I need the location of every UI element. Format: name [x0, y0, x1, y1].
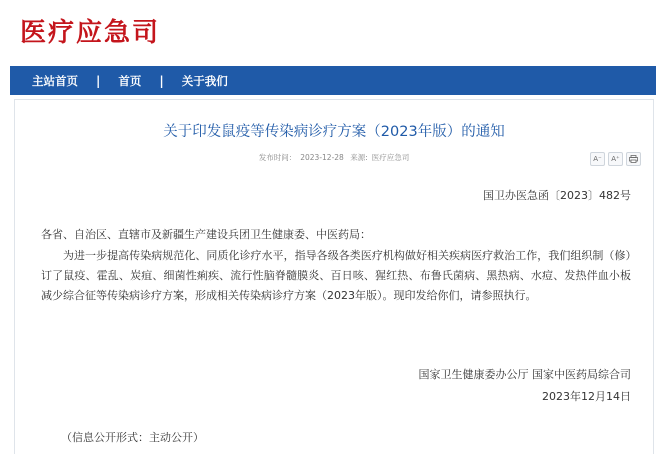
- nav-separator: |: [96, 73, 101, 88]
- document-number: 国卫办医急函〔2023〕482号: [483, 189, 631, 202]
- signature: 国家卫生健康委办公厅 国家中医药局综合司: [418, 368, 631, 381]
- source-name: 医疗应急司: [371, 153, 410, 162]
- article-body: 为进一步提高传染病规范化、同质化诊疗水平，指导各级各类医疗机构做好相关疾病医疗救治工作，我们组织制（修）订了鼠疫、霍乱、炭疽、细菌性痢疾、流行性脑脊髓膜炎、百日咳、猩红热、布鲁氏菌病、黑热病、水痘、发热伴血小板减少综合征等传染病诊疗方案，形成相关传染病诊疗方案（2023年版）。现印发给你们，请参照执行。: [41, 249, 631, 302]
- publish-date: 2023-12-28: [300, 153, 344, 162]
- article-tools: [590, 152, 641, 166]
- nav-item-home[interactable]: 首页: [118, 73, 142, 88]
- article-container: [14, 99, 654, 454]
- nav-separator: |: [159, 73, 164, 88]
- article-meta: [15, 152, 653, 163]
- print-icon[interactable]: [626, 152, 641, 166]
- main-nav: [10, 66, 656, 95]
- nav-item-about[interactable]: 关于我们: [181, 73, 228, 88]
- font-decrease-button[interactable]: A⁻: [590, 152, 605, 166]
- source-label: 来源:: [350, 153, 368, 162]
- font-increase-button[interactable]: A⁺: [608, 152, 623, 166]
- publish-label: 发布时间：: [258, 153, 297, 162]
- signature-date: 2023年12月14日: [542, 390, 631, 403]
- recipients-line: 各省、自治区、直辖市及新疆生产建设兵团卫生健康委、中医药局：: [41, 228, 371, 241]
- nav-item-main-home[interactable]: 主站首页: [32, 73, 78, 88]
- article-title: 关于印发鼠疫等传染病诊疗方案（2023年版）的通知: [163, 124, 505, 140]
- disclosure-note: （信息公开形式：主动公开）: [61, 431, 204, 444]
- site-logo[interactable]: 医疗应急司: [20, 18, 161, 48]
